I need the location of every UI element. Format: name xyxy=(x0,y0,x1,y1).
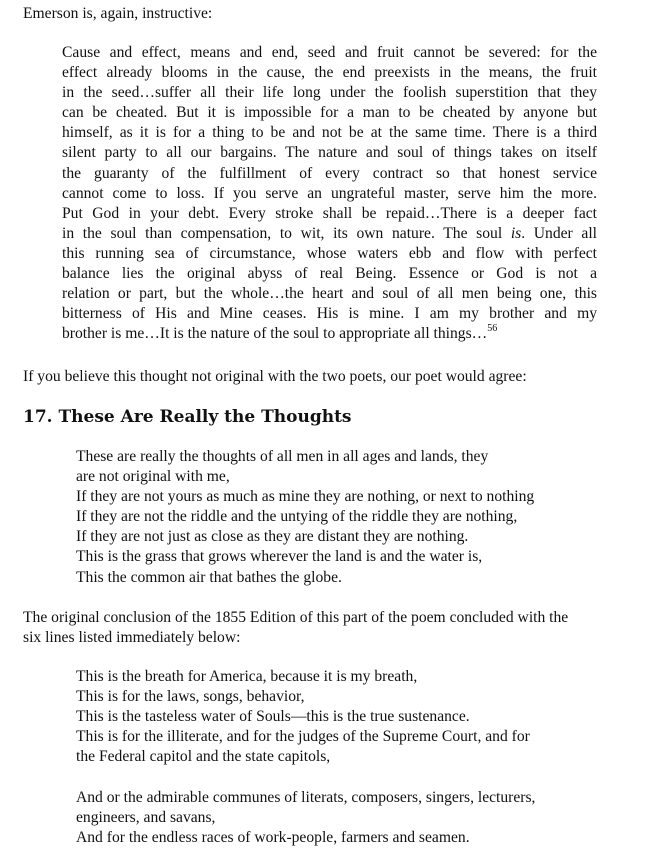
emerson-block-quote xyxy=(62,43,597,344)
poem-line: This is for the laws, songs, behavior, xyxy=(76,688,305,706)
quote-line: can be cheated. But it is impossible for a man to be cheated by anyone but xyxy=(62,104,597,122)
poem-line: And or the admirable communes of literats, composers, singers, lecturers, xyxy=(76,788,536,806)
poem-line: If they are not just as close as they are distant they are nothing. xyxy=(76,528,469,546)
poem-excerpt-2 xyxy=(76,667,535,848)
quote-line-final xyxy=(62,324,597,344)
poem-line: are not original with me, xyxy=(76,468,230,486)
intro-line: Emerson is, again, instructive: xyxy=(23,5,213,22)
quote-line: bitterness of His and Mine ceases. His is mine. I am my brother and my xyxy=(62,305,597,323)
quote-line: this running sea of circumstance, whose waters ebb and flow with perfect xyxy=(62,244,597,262)
poem-line: the Federal capitol and the state capitols, xyxy=(76,748,331,766)
poem-line: This is the tasteless water of Souls—this is the true sustenance. xyxy=(76,708,470,726)
stanza-break xyxy=(76,767,535,787)
quote-line: the guaranty of the fulfillment of every contract so that honest service xyxy=(62,164,597,182)
poem-line: This is the grass that grows wherever the land is and the water is, xyxy=(76,548,483,566)
quote-line: brother is me…It is the nature of the soul to appropriate all things… xyxy=(62,325,488,343)
quote-line: Put God in your debt. Every stroke shall be repaid…There is a deeper fact xyxy=(62,204,597,222)
quote-line-start: in the soul than compensation, to wit, its own nature. The soul xyxy=(62,224,511,242)
paragraph-line: six lines listed immediately below: xyxy=(23,629,241,647)
conclusion-paragraph xyxy=(23,608,635,649)
quote-line: Cause and effect, means and end, seed and fruit cannot be severed: for the xyxy=(62,44,597,61)
poem-line: These are really the thoughts of all men in all ages and lands, they xyxy=(76,448,489,465)
poem-line: If they are not the riddle and the untying of the riddle they are nothing, xyxy=(76,508,518,526)
footnote-marker[interactable]: 56 xyxy=(487,323,498,335)
poem-excerpt-1 xyxy=(76,447,534,588)
poem-line: This is for the illiterate, and for the judges of the Supreme Court, and for xyxy=(76,728,530,746)
poem-line: This the common air that bathes the globe. xyxy=(76,568,342,586)
bridge-line: If you believe this thought not original with the two poets, our poet would agree: xyxy=(23,368,527,385)
quote-line: silent party to all our bargains. The nature and soul of things takes on itself xyxy=(62,144,597,162)
poem-line: And for the endless races of work-people, farmers and seamen. xyxy=(76,828,470,846)
quote-line: relation or part, but the whole…the heart and soul of all men being one, this xyxy=(62,285,597,303)
quote-line: himself, as it is for a thing to be and not be at the same time. There is a third xyxy=(62,124,597,142)
quote-line-end: . Under all xyxy=(521,224,597,242)
quote-line-emphasis xyxy=(62,224,597,244)
quote-line: in the seed…suffer all their life long under the foolish superstition that they xyxy=(62,84,597,102)
quote-line: balance lies the original abyss of real Being. Essence or God is not a xyxy=(62,265,597,283)
poem-line: If they are not yours as much as mine they are nothing, or next to nothing xyxy=(76,488,535,506)
section-heading: 17. These Are Really the Thoughts xyxy=(23,407,352,427)
quote-line: effect already blooms in the cause, the end preexists in the means, the fruit xyxy=(62,64,597,82)
quote-line: cannot come to loss. If you serve an ungrateful master, serve him the more. xyxy=(62,184,597,202)
poem-line: engineers, and savans, xyxy=(76,808,216,826)
emphasized-word: is xyxy=(510,224,522,242)
poem-line: This is the breath for America, because it is my breath, xyxy=(76,668,418,685)
paragraph-line: The original conclusion of the 1855 Edition of this part of the poem concluded with the xyxy=(23,609,569,626)
